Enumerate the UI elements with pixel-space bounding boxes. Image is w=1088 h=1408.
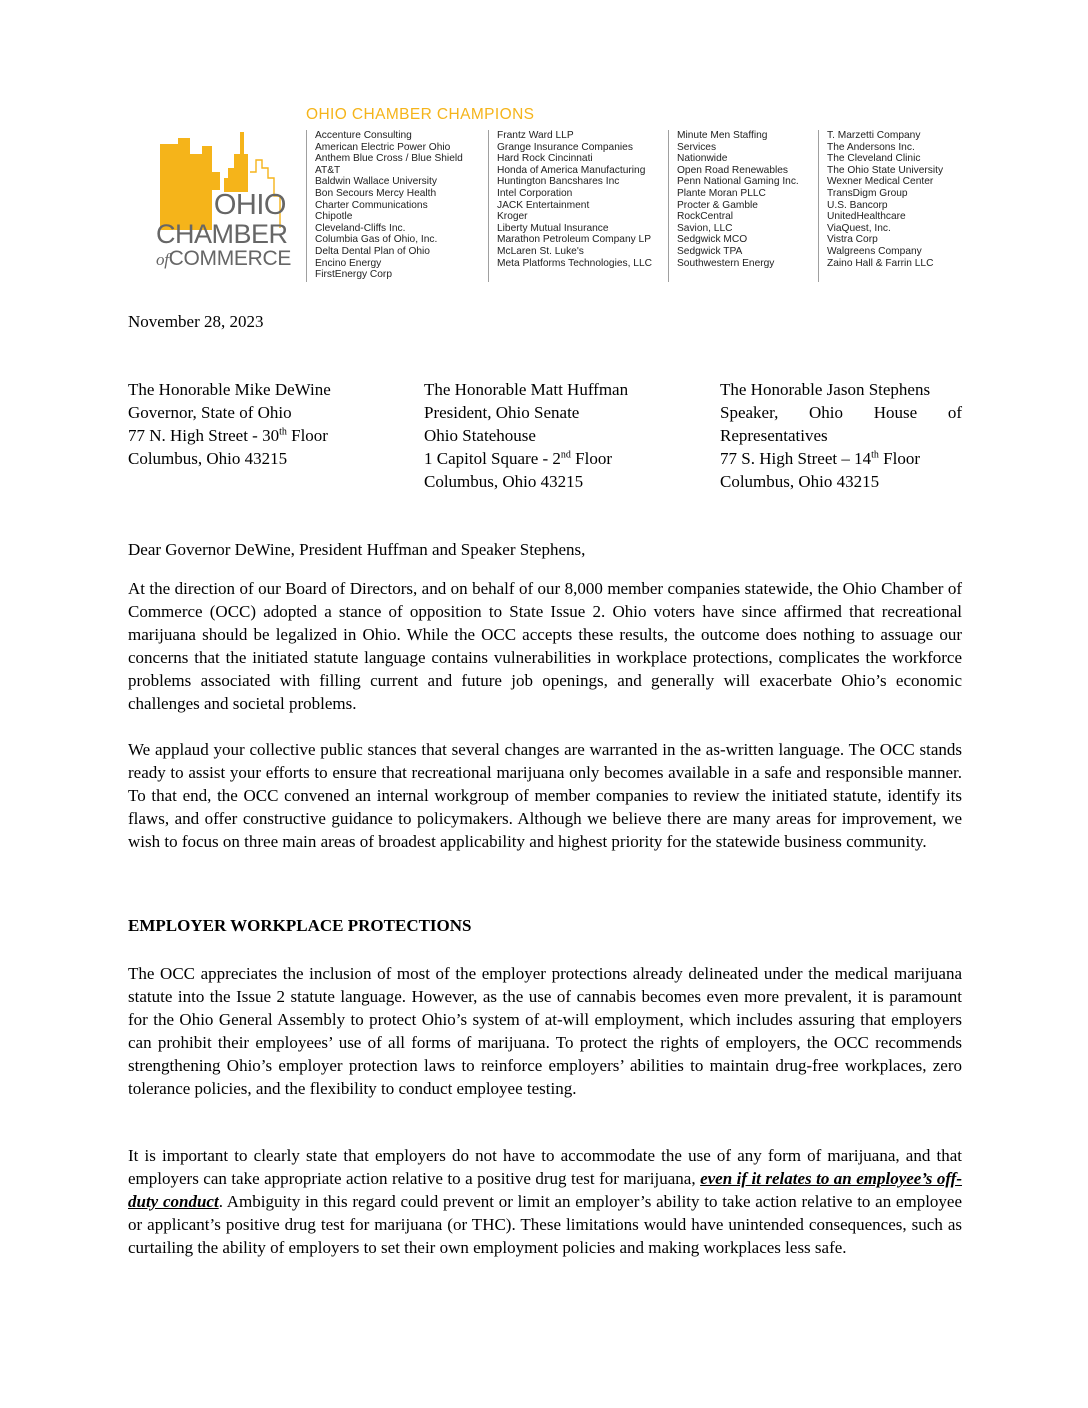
champions-column-2 <box>488 130 652 282</box>
champion-name: Savion, LLC <box>677 222 733 234</box>
paragraph-4: It is important to clearly state that employers do not have to accommodate the use of any form of marijuana, and that employers can take appropriate action relative to a positive drug test for marijuana, even if it relates to an employee’s off-duty conduct. Ambiguity in this regard could prevent or limit an employer’s ability to take action relative to an employee or applicant’s positive drug test for marijuana (or THC). These limitations would have unintended consequences, such as curtailing the ability of employers to set their own employment policies and making workplaces less safe. <box>128 1146 963 1257</box>
champion-name: Nationwide <box>677 153 728 165</box>
champion-name: Open Road Renewables <box>677 164 789 176</box>
recipient-senate-president <box>424 378 694 493</box>
champions-column-4 <box>818 130 943 282</box>
recipient-line: Representatives <box>720 426 828 445</box>
champion-name: Vistra Corp <box>827 234 878 246</box>
champion-name: JACK Entertainment <box>497 199 590 211</box>
champion-name: Kroger <box>497 211 528 223</box>
champion-name: Bon Secours Mercy Health <box>315 187 437 199</box>
recipient-address-line: 77 S. High Street – 14th Floor <box>720 449 920 468</box>
champion-name: TransDigm Group <box>827 187 908 199</box>
champion-name: AT&T <box>315 164 341 176</box>
salutation: Dear Governor DeWine, President Huffman and Speaker Stephens, <box>128 540 586 559</box>
champion-name: Procter & Gamble <box>677 199 758 211</box>
recipient-address-line: 77 N. High Street - 30th Floor <box>128 426 328 445</box>
champions-column-3 <box>668 130 799 282</box>
champion-name: Intel Corporation <box>497 187 573 199</box>
recipient-governor <box>128 378 398 470</box>
logo-of: of <box>156 250 169 269</box>
champion-name: Southwestern Energy <box>677 257 775 269</box>
champion-name: Huntington Bancshares Inc <box>497 176 620 188</box>
champion-name: American Electric Power Ohio <box>315 141 451 153</box>
section-heading: EMPLOYER WORKPLACE PROTECTIONS <box>128 916 472 935</box>
champion-name: U.S. Bancorp <box>827 199 888 211</box>
champion-name: Honda of America Manufacturing <box>497 164 646 176</box>
recipient-line: Columbus, Ohio 43215 <box>720 472 880 491</box>
champion-name: The Ohio State University <box>827 164 944 176</box>
paragraph-2: We applaud your collective public stances that several changes are warranted in the as-written language. The OCC stands ready to assist your efforts to ensure that recreational marijuana only becomes available in a safe and responsible manner. To that end, the OCC convened an internal workgroup of member companies to review the initiated statute, identify its flaws, and offer constructive guidance to policymakers. Although we believe there are many areas for improvement, we wish to focus on three main areas of broadest applicability and highest priority for the statewide business community. <box>128 740 962 851</box>
recipient-line: Speaker, Ohio House of <box>720 403 962 422</box>
recipient-line: The Honorable Mike DeWine <box>128 380 331 399</box>
champion-name: Liberty Mutual Insurance <box>497 222 609 234</box>
champion-name: RockCentral <box>677 211 734 223</box>
champion-name: FirstEnergy Corp <box>315 269 392 281</box>
champion-name: Delta Dental Plan of Ohio <box>315 245 430 257</box>
recipient-address-line: 1 Capitol Square - 2nd Floor <box>424 449 613 468</box>
champion-name: Wexner Medical Center <box>827 176 934 188</box>
paragraph-3: The OCC appreciates the inclusion of most of the employer protections already delineated under the medical marijuana statute into the Issue 2 statute language. However, as the use of cannabis becomes even more prevalent, it is paramount for the Ohio General Assembly to protect Ohio’s system of at-will employment, which includes assuring that employers can prohibit their employees’ use of all forms of marijuana. To protect the rights of employers, the OCC recommends strengthening Ohio’s employer protection laws to reinforce employers’ abilities to maintain drug-free workplaces, zero tolerance policies, and the flexibility to conduct employee testing. <box>128 964 962 1098</box>
logo-ohio: OHIO <box>213 189 286 221</box>
champion-name: Encino Energy <box>315 257 382 269</box>
champion-name: Anthem Blue Cross / Blue Shield <box>315 153 463 165</box>
recipient-line: President, Ohio Senate <box>424 403 580 422</box>
champion-name: Chipotle <box>315 211 353 223</box>
logo-commerce: COMMERCE <box>168 247 292 270</box>
champions-title: OHIO CHAMBER CHAMPIONS <box>306 106 535 123</box>
champion-name: ViaQuest, Inc. <box>827 222 891 234</box>
champion-name: Plante Moran PLLC <box>677 187 766 199</box>
champion-name: Meta Platforms Technologies, LLC <box>497 257 652 269</box>
letter-date: November 28, 2023 <box>128 312 264 331</box>
champion-name: Sedgwick TPA <box>677 245 743 257</box>
champion-name: Accenture Consulting <box>315 130 412 141</box>
champion-name: Hard Rock Cincinnati <box>497 153 593 165</box>
recipient-house-speaker <box>720 378 962 493</box>
champion-name: UnitedHealthcare <box>827 211 906 223</box>
champion-name: The Cleveland Clinic <box>827 153 921 165</box>
logo-of-commerce <box>156 247 292 271</box>
ohio-chamber-logo <box>156 132 292 274</box>
champion-name: Services <box>677 141 717 153</box>
recipient-line: The Honorable Jason Stephens <box>720 380 931 399</box>
recipient-line: Governor, State of Ohio <box>128 403 292 422</box>
champion-name: Charter Communications <box>315 199 428 211</box>
champion-name: Grange Insurance Companies <box>497 141 633 153</box>
champion-name: Sedgwick MCO <box>677 234 748 246</box>
recipient-line: Ohio Statehouse <box>424 426 536 445</box>
champion-name: Walgreens Company <box>827 245 922 257</box>
champion-name: The Andersons Inc. <box>827 141 915 153</box>
paragraph-1: At the direction of our Board of Directors, and on behalf of our 8,000 member companies statewide, the Ohio Chamber of Commerce (OCC) adopted a stance of opposition to State Issue 2. Ohio voters have since affirmed that recreational marijuana should be legalized in Ohio. While the OCC accepts these results, the outcome does nothing to assuage our concerns that the initiated statute language contains vulnerabilities in workplace protections, complicates the workforce problems associated with filling current and future job openings, and generally will exacerbate Ohio’s economic challenges and societal problems. <box>128 579 962 713</box>
recipient-line: Columbus, Ohio 43215 <box>128 449 288 468</box>
champion-name: Marathon Petroleum Company LP <box>497 234 652 246</box>
logo-chamber: CHAMBER <box>156 219 288 249</box>
champion-name: Columbia Gas of Ohio, Inc. <box>315 234 438 246</box>
champion-name: Baldwin Wallace University <box>315 176 437 188</box>
recipient-line: Columbus, Ohio 43215 <box>424 472 584 491</box>
recipient-line: The Honorable Matt Huffman <box>424 380 629 399</box>
emphasized-phrase: even if it relates to an employee’s off-duty conduct <box>128 1169 962 1211</box>
champion-name: Penn National Gaming Inc. <box>677 176 799 188</box>
champion-name: Frantz Ward LLP <box>497 130 574 141</box>
logo-wordmark <box>156 189 292 271</box>
champion-name: T. Marzetti Company <box>827 130 921 141</box>
champion-name: Zaino Hall & Farrin LLC <box>827 257 934 269</box>
champions-column-1 <box>306 130 463 282</box>
champion-name: Minute Men Staffing <box>677 130 768 141</box>
champion-name: McLaren St. Luke's <box>497 245 584 257</box>
champion-name: Cleveland-Cliffs Inc. <box>315 222 406 234</box>
